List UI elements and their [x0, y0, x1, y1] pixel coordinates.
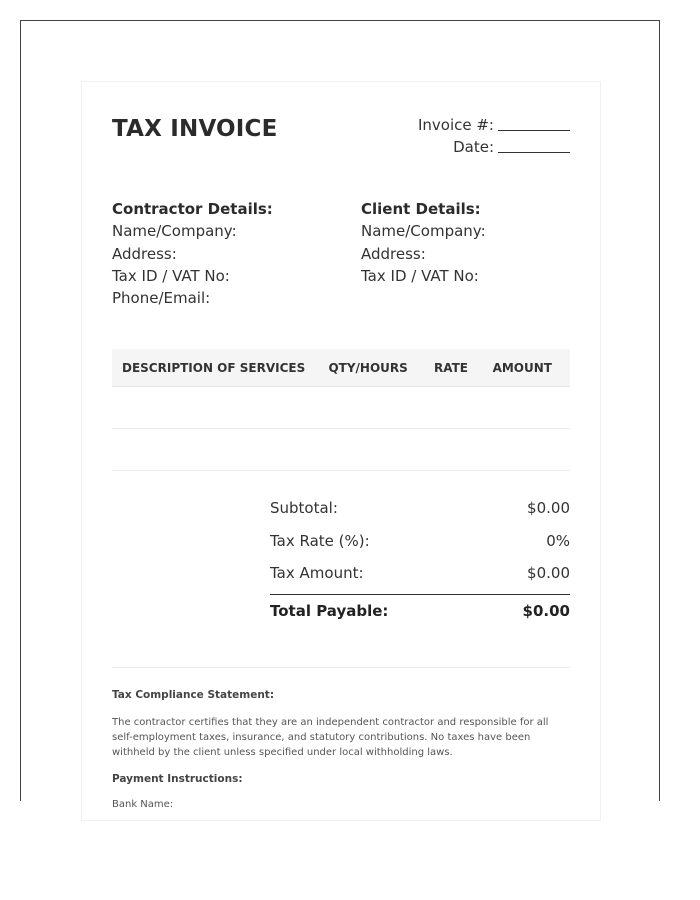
row-1-amount[interactable] — [483, 387, 570, 429]
client-heading: Client Details: — [361, 200, 481, 218]
tax-amount-row — [270, 559, 570, 592]
invoice-sheet — [81, 81, 601, 821]
invoice-date-label: Date: — [453, 138, 494, 156]
invoice-date-blank[interactable] — [498, 138, 570, 153]
invoice-number-line — [418, 114, 570, 136]
total-payable-row — [270, 601, 570, 621]
contractor-tax-id-label: Tax ID / VAT No: — [112, 266, 230, 285]
row-2-rate[interactable] — [424, 429, 483, 471]
totals-divider — [270, 594, 570, 595]
footer-divider — [112, 667, 570, 668]
subtotal-row — [270, 494, 570, 527]
page-frame — [20, 20, 660, 810]
invoice-date-line — [418, 136, 570, 158]
subtotal-label: Subtotal: — [270, 499, 338, 517]
header-description: DESCRIPTION OF SERVICES — [112, 349, 318, 387]
contractor-heading: Contractor Details: — [112, 200, 273, 218]
invoice-number-blank[interactable] — [498, 116, 570, 131]
compliance-heading: Tax Compliance Statement: — [112, 689, 275, 701]
table-row — [112, 387, 570, 429]
header-rate: RATE — [424, 349, 483, 387]
tax-amount-label: Tax Amount: — [270, 564, 364, 583]
payment-heading: Payment Instructions: — [112, 773, 243, 785]
contractor-details — [112, 198, 273, 309]
row-2-qty[interactable] — [318, 429, 424, 471]
services-table — [112, 349, 570, 471]
row-1-description[interactable] — [112, 387, 318, 429]
table-header-row — [112, 349, 570, 387]
client-address-label: Address: — [361, 244, 426, 263]
total-payable-value: $0.00 — [522, 602, 570, 621]
tax-rate-label: Tax Rate (%): — [270, 531, 370, 550]
row-1-qty[interactable] — [318, 387, 424, 429]
row-1-rate[interactable] — [424, 387, 483, 429]
bank-name-label: Bank Name: — [112, 799, 174, 810]
tax-rate-row — [270, 527, 570, 560]
header-amount: AMOUNT — [483, 349, 570, 387]
table-row — [112, 429, 570, 471]
totals-summary — [270, 494, 570, 621]
client-name-label: Name/Company: — [361, 222, 486, 241]
contractor-name-label: Name/Company: — [112, 222, 237, 241]
contractor-address-label: Address: — [112, 244, 177, 263]
compliance-text: The contractor certifies that they are an independent contractor and responsible for all self-employment taxes, insurance, and statutory contributions. No taxes have been withheld by the client unless specified under local withholding laws. — [112, 717, 549, 758]
invoice-number-label: Invoice #: — [417, 116, 494, 134]
header-qty-hours: QTY/HOURS — [318, 349, 424, 387]
client-tax-id-label: Tax ID / VAT No: — [361, 266, 479, 285]
invoice-title: TAX INVOICE — [112, 116, 278, 142]
tax-rate-value: 0% — [546, 531, 570, 550]
contractor-phone-email-label: Phone/Email: — [112, 289, 211, 308]
tax-amount-value: $0.00 — [527, 564, 570, 583]
client-details — [361, 198, 486, 287]
row-2-description[interactable] — [112, 429, 318, 471]
invoice-meta — [418, 114, 570, 158]
total-payable-label: Total Payable: — [270, 602, 389, 621]
subtotal-value: $0.00 — [527, 499, 570, 517]
row-2-amount[interactable] — [483, 429, 570, 471]
